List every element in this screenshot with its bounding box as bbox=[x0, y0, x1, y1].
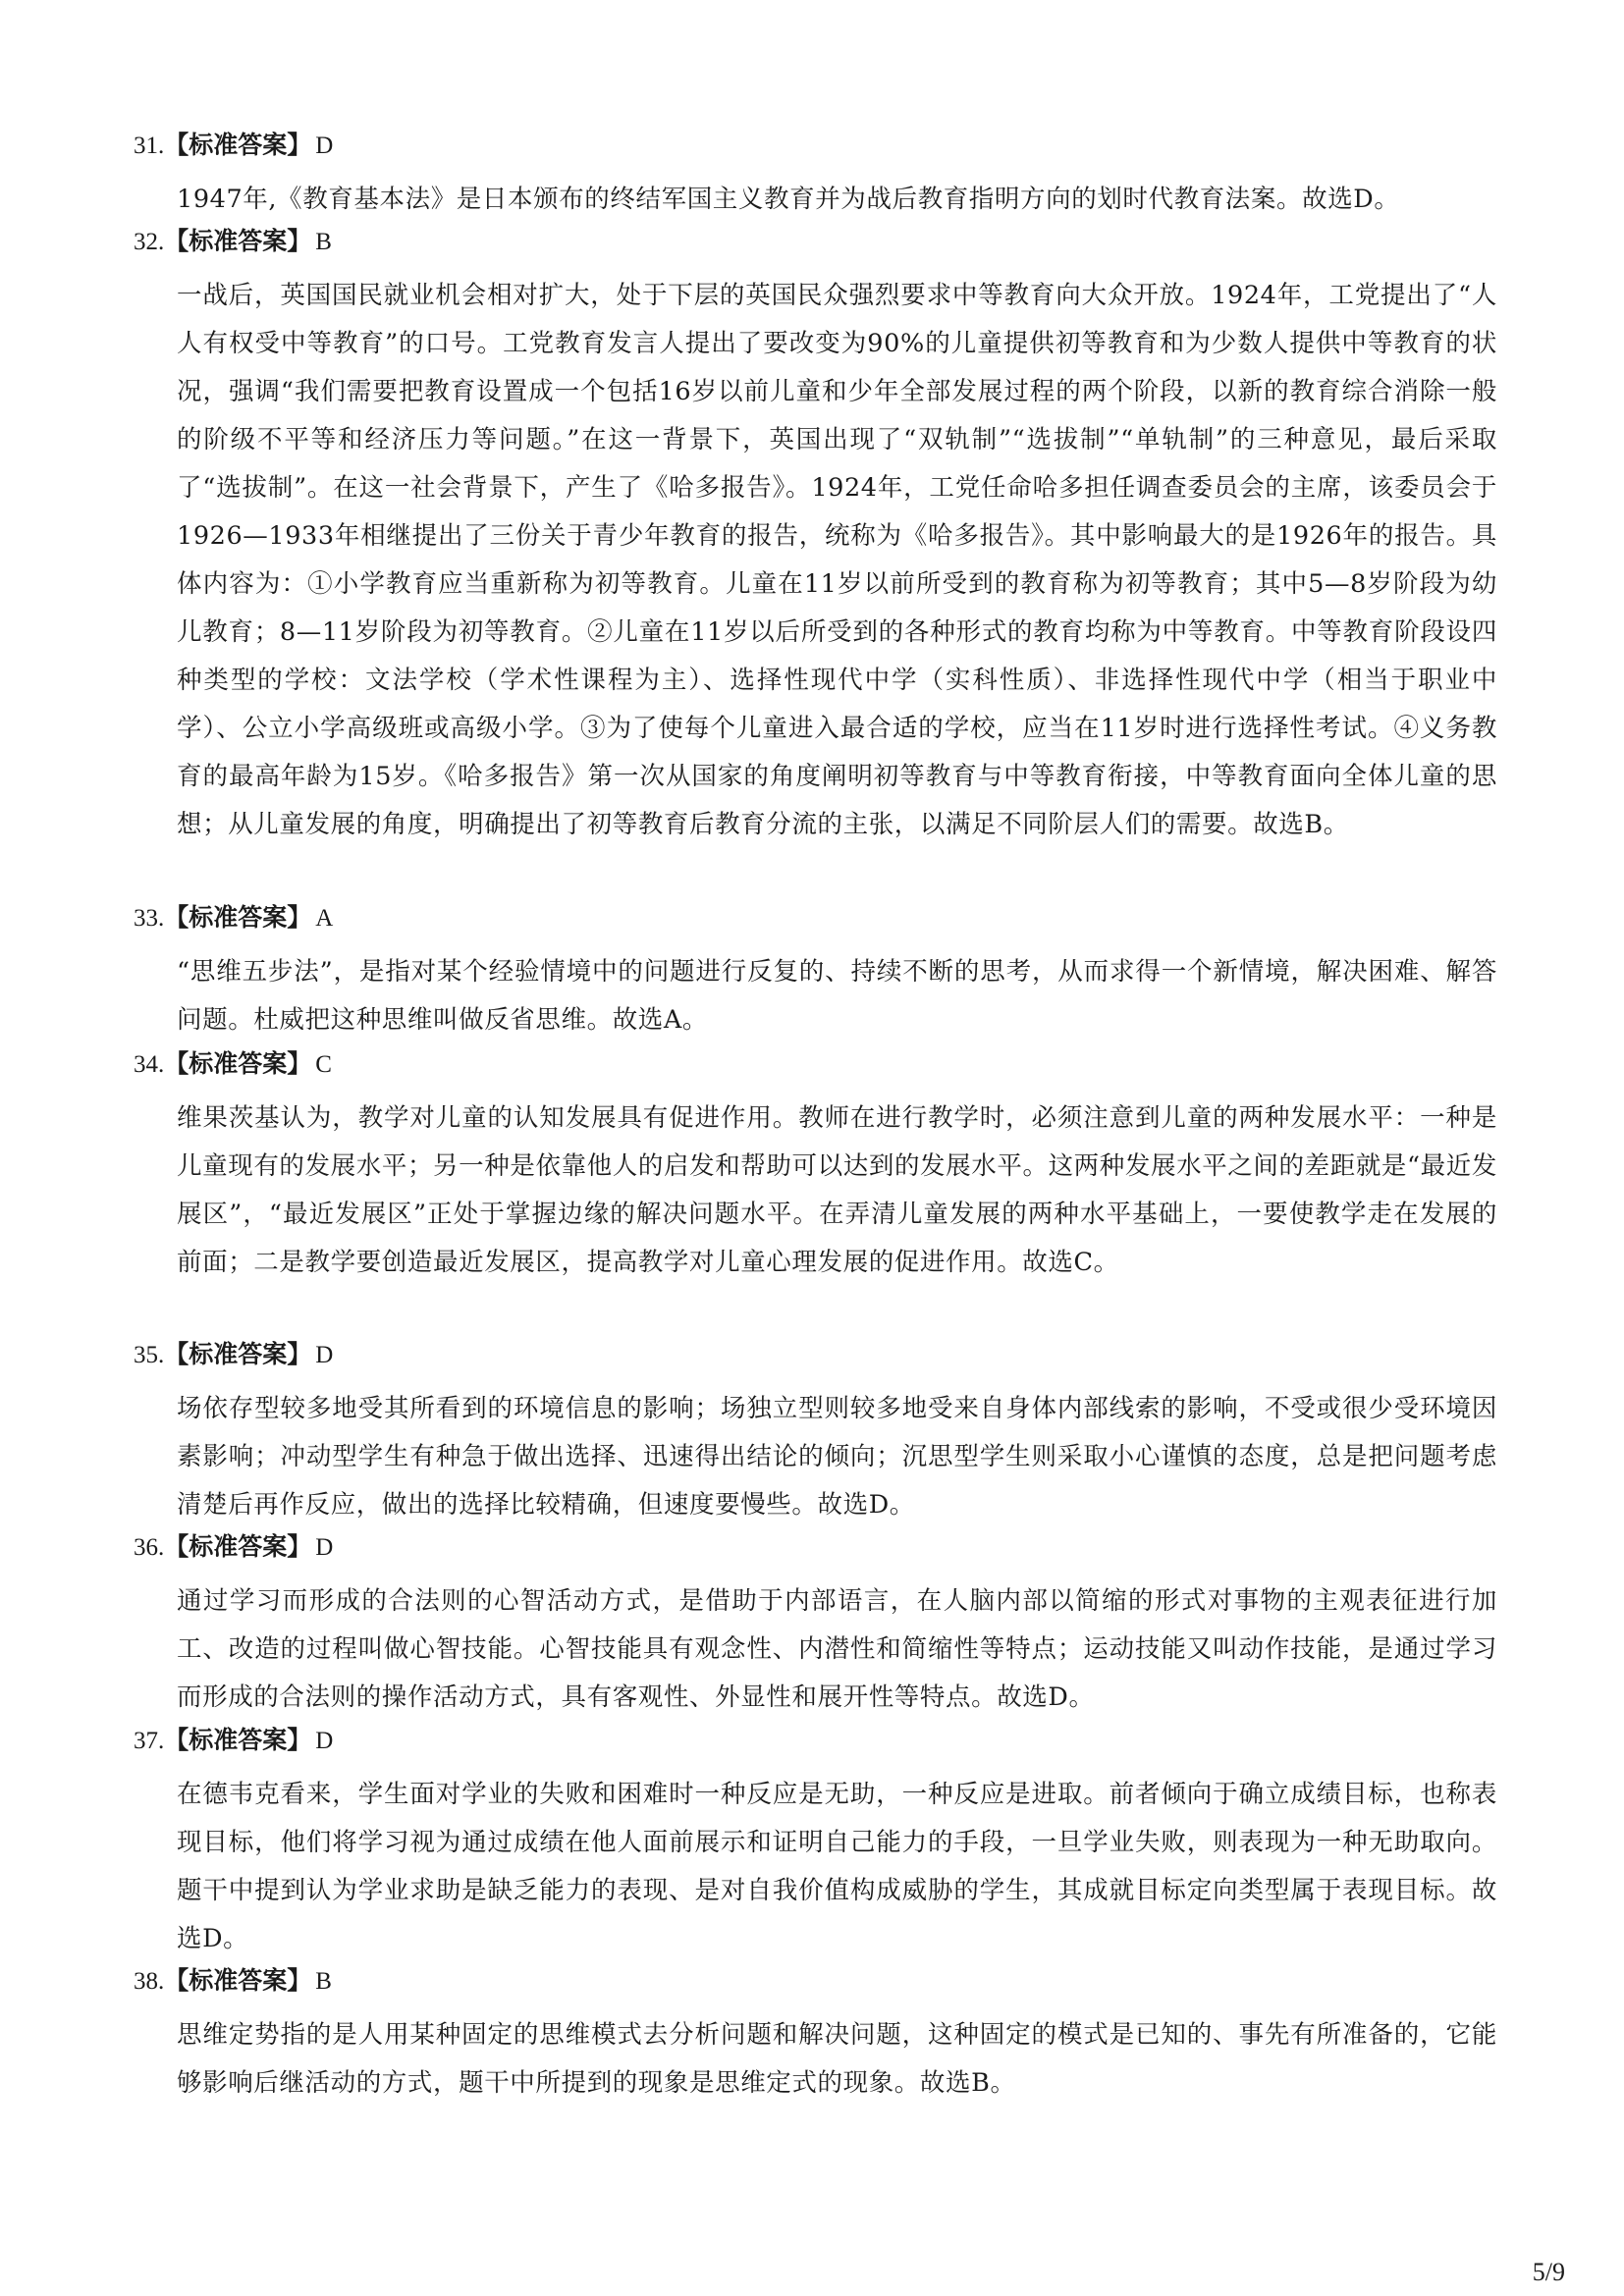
explanation-text: 场依存型较多地受其所看到的环境信息的影响；场独立型则较多地受来自身体内部线索的影响，不受或很少受环境因素影响；冲动型学生有种急于做出选择、迅速得出结论的倾向；沉思型学生则采取小心谨慎的态度，总是把问题考虑清楚后再作反应，做出的选择比较精确，但速度要慢些。故选D。 bbox=[177, 1394, 1497, 1520]
question-header bbox=[134, 1337, 1512, 1372]
question-number: 36. bbox=[134, 1534, 165, 1561]
question-38 bbox=[118, 1963, 1512, 2108]
answer-letter: D bbox=[315, 1342, 334, 1368]
answer-tag: 【标准答案】 bbox=[164, 1532, 312, 1561]
answer-tag: 【标准答案】 bbox=[164, 227, 312, 255]
answer-letter: A bbox=[315, 905, 334, 932]
question-number: 37. bbox=[134, 1728, 165, 1754]
question-37 bbox=[118, 1723, 1512, 1963]
question-header bbox=[134, 224, 1512, 259]
explanation-text: 1947年,《教育基本法》是日本颁布的终结军国主义教育并为战后教育指明方向的划时代教育法案。故选D。 bbox=[177, 185, 1400, 214]
question-33 bbox=[118, 900, 1512, 1044]
answer-tag: 【标准答案】 bbox=[164, 1049, 312, 1078]
question-header bbox=[134, 1529, 1512, 1565]
explanation-text: 一战后，英国国民就业机会相对扩大，处于下层的英国民众强烈要求中等教育向大众开放。1924年，工党提出了“人人有权受中等教育”的口号。工党教育发言人提出了要改变为90%的儿童提供初等教育和为少数人提供中等教育的状况，强调“我们需要把教育设置成一个包括16岁以前儿童和少年全部发展过程的两个阶段，以新的教育综合消除一般的阶级不平等和经济压力等问题。”在这一背景下，英国出现了“双轨制”“选拔制”“单轨制”的三种意见，最后采取了“选拔制”。在这一社会背景下，产生了《哈多报告》。1924年，工党任命哈多担任调查委员会的主席，该委员会于1926—1933年相继提出了三份关于青少年教育的报告，统称为《哈多报告》。其中影响最大的是1926年的报告。具体内容为：①小学教育应当重新称为初等教育。儿童在11岁以前所受到的教育称为初等教育；其中5—8岁阶段为幼儿教育；8—11岁阶段为初等教育。②儿童在11岁以后所受到的各种形式的教育均称为中等教育。中等教育阶段设四种类型的学校：文法学校（学术性课程为主）、选择性现代中学（实科性质）、非选择性现代中学（相当于职业中学）、公立小学高级班或高级小学。③为了使每个儿童进入最合适的学校，应当在11岁时进行选择性考试。④义务教育的最高年龄为15岁。《哈多报告》第一次从国家的角度阐明初等教育与中等教育衔接，中等教育面向全体儿童的思想；从儿童发展的角度，明确提出了初等教育后教育分流的主张，以满足不同阶层人们的需要。故选B。 bbox=[177, 281, 1497, 839]
question-32 bbox=[118, 224, 1512, 849]
explanation-text: 通过学习而形成的合法则的心智活动方式，是借助于内部语言，在人脑内部以简缩的形式对事物的主观表征进行加工、改造的过程叫做心智技能。心智技能具有观念性、内潜性和简缩性等特点；运动技能又叫动作技能，是通过学习而形成的合法则的操作活动方式，具有客观性、外显性和展开性等特点。故选D。 bbox=[177, 1586, 1497, 1712]
answer-tag: 【标准答案】 bbox=[164, 903, 312, 932]
question-header bbox=[134, 1963, 1512, 1999]
answer-letter: D bbox=[315, 1534, 334, 1561]
question-number: 31. bbox=[134, 133, 165, 159]
answer-letter: D bbox=[315, 133, 334, 159]
question-number: 38. bbox=[134, 1968, 165, 1995]
answer-tag: 【标准答案】 bbox=[164, 1726, 312, 1754]
answer-letter: B bbox=[315, 1968, 332, 1995]
answer-tag: 【标准答案】 bbox=[164, 131, 312, 159]
question-36 bbox=[118, 1529, 1512, 1722]
question-number: 35. bbox=[134, 1342, 165, 1368]
question-header bbox=[134, 1723, 1512, 1758]
answer-letter: C bbox=[315, 1051, 332, 1078]
explanation-text: 在德韦克看来，学生面对学业的失败和困难时一种反应是无助，一种反应是进取。前者倾向于确立成绩目标，也称表现目标，他们将学习视为通过成绩在他人面前展示和证明自己能力的手段，一旦学业失败，则表现为一种无助取向。题干中提到认为学业求助是缺乏能力的表现、是对自我价值构成威胁的学生，其成就目标定向类型属于表现目标。故选D。 bbox=[177, 1780, 1497, 1953]
question-header bbox=[134, 900, 1512, 935]
question-31 bbox=[118, 128, 1512, 224]
page-number: 5/9 bbox=[1532, 2258, 1565, 2286]
question-header bbox=[134, 1046, 1512, 1082]
answer-letter: B bbox=[315, 229, 332, 255]
answer-tag: 【标准答案】 bbox=[164, 1340, 312, 1368]
question-34 bbox=[118, 1046, 1512, 1287]
question-number: 32. bbox=[134, 229, 165, 255]
answer-letter: D bbox=[315, 1728, 334, 1754]
explanation-text: 思维定势指的是人用某种固定的思维模式去分析问题和解决问题，这种固定的模式是已知的、事先有所准备的，它能够影响后继活动的方式，题干中所提到的现象是思维定式的现象。故选B。 bbox=[177, 2020, 1497, 2098]
answer-tag: 【标准答案】 bbox=[164, 1966, 312, 1995]
question-number: 34. bbox=[134, 1051, 165, 1078]
question-35 bbox=[118, 1337, 1512, 1529]
question-header bbox=[134, 128, 1512, 163]
explanation-text: 维果茨基认为，教学对儿童的认知发展具有促进作用。教师在进行教学时，必须注意到儿童的两种发展水平：一种是儿童现有的发展水平；另一种是依靠他人的启发和帮助可以达到的发展水平。这两种发展水平之间的差距就是“最近发展区”，“最近发展区”正处于掌握边缘的解决问题水平。在弄清儿童发展的两种水平基础上，一要使教学走在发展的前面；二是教学要创造最近发展区，提高教学对儿童心理发展的促进作用。故选C。 bbox=[177, 1103, 1497, 1277]
question-number: 33. bbox=[134, 905, 165, 932]
explanation-text: “思维五步法”，是指对某个经验情境中的问题进行反复的、持续不断的思考，从而求得一个新情境，解决困难、解答问题。杜威把这种思维叫做反省思维。故选A。 bbox=[177, 957, 1497, 1035]
